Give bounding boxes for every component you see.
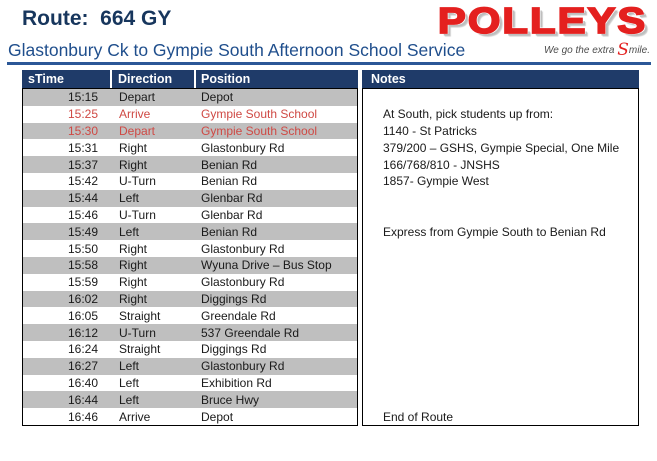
cell-position: Exhibition Rd — [201, 375, 272, 390]
note-line — [363, 391, 638, 408]
column-header-direction: Direction — [112, 70, 196, 88]
table-header-row — [22, 70, 639, 88]
cell-time: 15:31 — [67, 140, 98, 155]
cell-position: Wyuna Drive – Bus Stop — [201, 258, 332, 273]
cell-position: Benian Rd — [201, 174, 258, 189]
cell-position: Benian Rd — [201, 157, 258, 172]
cell-direction: Arrive — [119, 107, 151, 122]
cell-position: Gympie South School — [201, 107, 318, 122]
table-row — [23, 139, 357, 156]
cell-direction: U-Turn — [119, 325, 156, 340]
cell-position: 537 Greendale Rd — [201, 325, 300, 340]
page-title: Route: 664 GY — [22, 7, 172, 30]
cell-direction: Left — [119, 224, 140, 239]
cell-time: 16:12 — [67, 325, 98, 340]
logo-tagline — [544, 40, 650, 60]
cell-time: 16:40 — [67, 375, 98, 390]
cell-time: 15:58 — [67, 258, 98, 273]
cell-time: 15:25 — [67, 107, 98, 122]
note-line — [363, 358, 638, 375]
cell-position: Glastonbury Rd — [201, 359, 285, 374]
cell-direction: Right — [119, 140, 148, 155]
tagline-prefix: We go the extra — [544, 45, 618, 56]
table-row — [23, 408, 357, 425]
cell-position: Depot — [201, 90, 234, 105]
cell-position: Gympie South School — [201, 123, 318, 138]
cell-direction: Right — [119, 258, 148, 273]
cell-time: 15:15 — [67, 90, 98, 105]
column-header-stime: sTime — [22, 70, 112, 88]
table-row — [23, 341, 357, 358]
note-line — [363, 89, 638, 106]
note-line — [363, 324, 638, 341]
table-row — [23, 240, 357, 257]
cell-position: Diggings Rd — [201, 342, 267, 357]
note-line — [363, 307, 638, 324]
cell-direction: Depart — [119, 123, 156, 138]
cell-time: 16:46 — [67, 409, 98, 424]
table-body — [22, 88, 639, 426]
table-row — [23, 375, 357, 392]
table-row — [23, 291, 357, 308]
cell-time: 16:05 — [67, 308, 98, 323]
cell-direction: Right — [119, 291, 148, 306]
cell-direction: Right — [119, 241, 148, 256]
cell-time: 15:50 — [67, 241, 98, 256]
cell-time: 15:37 — [67, 157, 98, 172]
cell-direction: Left — [119, 359, 140, 374]
route-subtitle: Glastonbury Ck to Gympie South Afternoon School Service — [8, 40, 466, 60]
cell-direction: Left — [119, 392, 140, 407]
cell-direction: U-Turn — [119, 174, 156, 189]
schedule-rows-block — [22, 88, 358, 426]
table-row — [23, 123, 357, 140]
note-line: End of Route — [383, 409, 454, 424]
cell-position: Greendale Rd — [201, 308, 276, 323]
table-row — [23, 156, 357, 173]
cell-direction: Depart — [119, 90, 156, 105]
cell-position: Benian Rd — [201, 224, 258, 239]
cell-position: Bruce Hwy — [201, 392, 260, 407]
cell-direction: Straight — [119, 342, 161, 357]
cell-direction: Left — [119, 375, 140, 390]
note-line — [363, 375, 638, 392]
cell-time: 15:30 — [67, 123, 98, 138]
cell-position: Glastonbury Rd — [201, 275, 285, 290]
table-row — [23, 223, 357, 240]
column-header-notes: Notes — [362, 70, 639, 88]
cell-position: Glastonbury Rd — [201, 241, 285, 256]
cell-time: 15:46 — [67, 207, 98, 222]
table-row — [23, 190, 357, 207]
cell-direction: Left — [119, 191, 140, 206]
cell-direction: Right — [119, 157, 148, 172]
notes-block — [362, 88, 639, 426]
cell-direction: Arrive — [119, 409, 151, 424]
note-line — [363, 291, 638, 308]
cell-time: 15:49 — [67, 224, 98, 239]
table-row — [23, 307, 357, 324]
table-row — [23, 274, 357, 291]
note-line: 166/768/810 - JNSHS — [383, 157, 500, 172]
table-row — [23, 358, 357, 375]
table-row — [23, 106, 357, 123]
cell-time: 16:27 — [67, 359, 98, 374]
note-line: 1857- Gympie West — [383, 174, 489, 189]
cell-time: 15:59 — [67, 275, 98, 290]
cell-time: 15:44 — [67, 191, 98, 206]
polleys-logo: POLLEYS — [437, 0, 647, 41]
cell-time: 16:44 — [67, 392, 98, 407]
note-line — [363, 207, 638, 224]
cell-position: Glenbar Rd — [201, 191, 263, 206]
note-line — [363, 190, 638, 207]
note-line: 379/200 – GSHS, Gympie Special, One Mile — [383, 140, 620, 155]
cell-direction: Straight — [119, 308, 161, 323]
table-row — [23, 391, 357, 408]
tagline-suffix: mile. — [628, 45, 650, 56]
tagline-smile-s: S — [617, 40, 629, 60]
cell-time: 16:02 — [67, 291, 98, 306]
cell-direction: U-Turn — [119, 207, 156, 222]
cell-time: 16:24 — [67, 342, 98, 357]
cell-position: Glenbar Rd — [201, 207, 263, 222]
table-row — [23, 207, 357, 224]
cell-direction: Right — [119, 275, 148, 290]
note-line: At South, pick students up from: — [383, 107, 554, 122]
table-row — [23, 173, 357, 190]
note-line — [363, 257, 638, 274]
cell-time: 15:42 — [67, 174, 98, 189]
cell-position: Diggings Rd — [201, 291, 267, 306]
header-divider-line — [7, 62, 651, 65]
note-line: Express from Gympie South to Benian Rd — [383, 224, 606, 239]
note-line — [363, 341, 638, 358]
cell-position: Glastonbury Rd — [201, 140, 285, 155]
note-line — [363, 240, 638, 257]
table-row — [23, 89, 357, 106]
table-row — [23, 324, 357, 341]
cell-position: Depot — [201, 409, 234, 424]
note-line — [363, 274, 638, 291]
note-line: 1140 - St Patricks — [383, 123, 477, 138]
table-row — [23, 257, 357, 274]
column-header-position: Position — [196, 70, 358, 88]
